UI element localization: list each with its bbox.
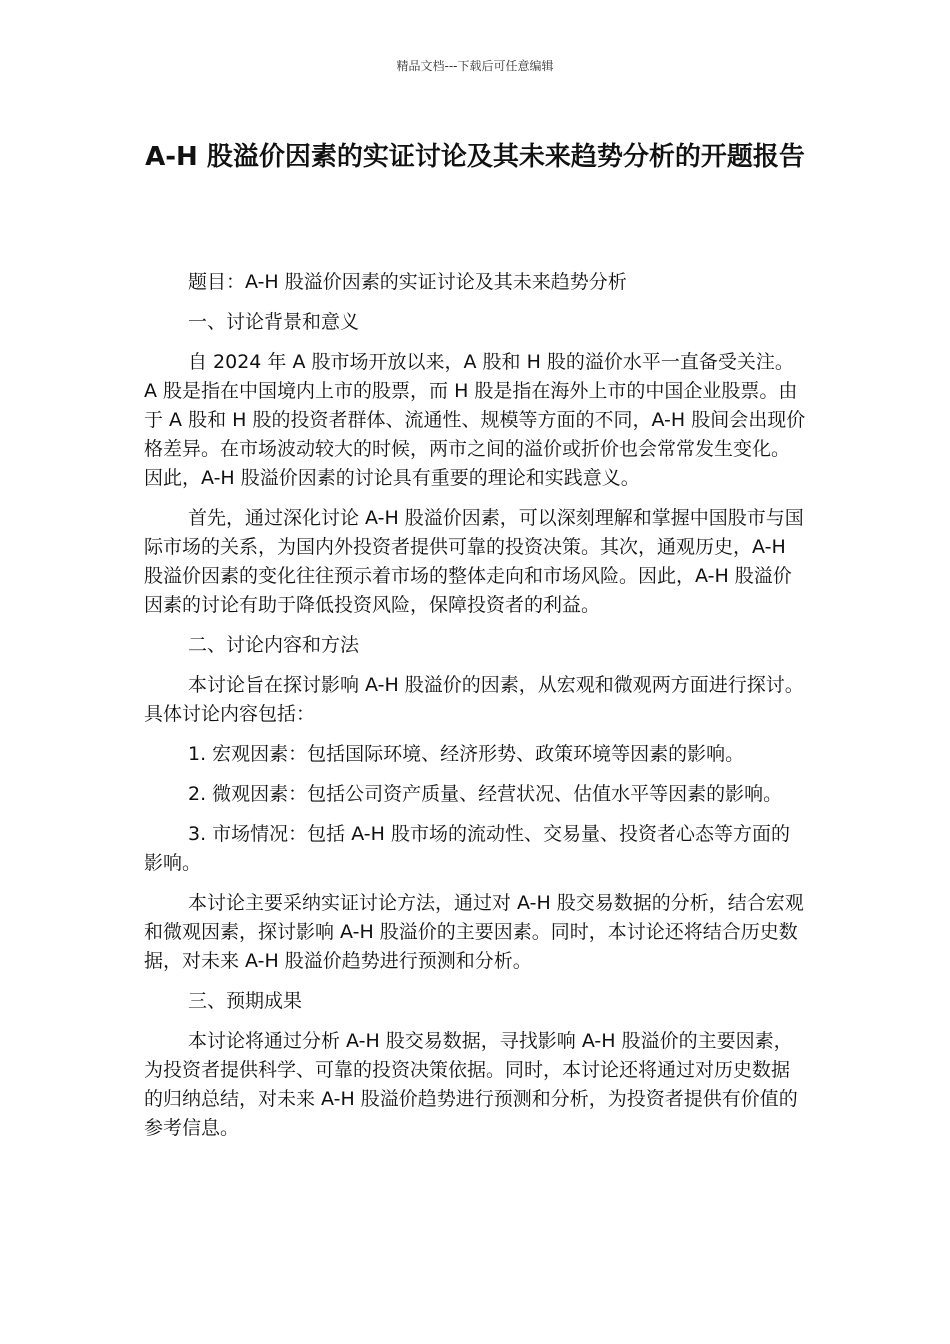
list-item-market-conditions: 3. 市场情况：包括 A-H 股市场的流动性、交易量、投资者心态等方面的影响。 [144,823,790,874]
list-item-micro-factors: 2. 微观因素：包括公司资产质量、经营状况、估值水平等因素的影响。 [188,783,783,805]
paragraph-background-2: 首先，通过深化讨论 A-H 股溢价因素，可以深刻理解和掌握中国股市与国际市场的关系，为国内外投资者提供可靠的投资决策。其次，通观历史，A-H 股溢价因素的变化往往预示着市场的整体走向和市场风险。因此，A-H 股溢价因素的讨论有助于降低投资风险，保障投资者的利益。 [144,507,804,616]
paragraph-background-1: 自 2024 年 A 股市场开放以来，A 股和 H 股的溢价水平一直备受关注。A 股是指在中国境内上市的股票，而 H 股是指在海外上市的中国企业股票。由于 A 股和 H 股的投资者群体、流通性、规模等方面的不同，A-H 股间会出现价格差异。在市场波动较大的时候，两市之间的溢价或折价也会常常发生变化。因此，A-H 股溢价因素的讨论具有重要的理论和实践意义。 [144,351,806,489]
paragraph-content-intro: 本讨论旨在探讨影响 A-H 股溢价的因素，从宏观和微观两方面进行探讨。具体讨论内容包括： [144,674,804,725]
section-heading-content-method: 二、讨论内容和方法 [188,634,360,656]
section-heading-background: 一、讨论背景和意义 [188,311,360,333]
document-body [144,268,806,1154]
paragraph-expected-results: 本讨论将通过分析 A-H 股交易数据，寻找影响 A-H 股溢价的主要因素，为投资者提供科学、可靠的投资决策依据。同时，本讨论还将通过对历史数据的归纳总结，对未来 A-H 股溢价趋势进行预测和分析，为投资者提供有价值的参考信息。 [144,1030,798,1139]
section-heading-expected-results: 三、预期成果 [188,990,303,1012]
paragraph-method: 本讨论主要采纳实证讨论方法，通过对 A-H 股交易数据的分析，结合宏观和微观因素，探讨影响 A-H 股溢价的主要因素。同时，本讨论还将结合历史数据，对未来 A-H 股溢价趋势进行预测和分析。 [144,892,804,972]
header-note: 精品文档---下载后可任意编辑 [396,59,554,73]
topic-line: 题目：A-H 股溢价因素的实证讨论及其未来趋势分析 [188,271,627,293]
list-item-macro-factors: 1. 宏观因素：包括国际环境、经济形势、政策环境等因素的影响。 [188,743,745,765]
document-title: A-H 股溢价因素的实证讨论及其未来趋势分析的开题报告 [145,142,805,172]
